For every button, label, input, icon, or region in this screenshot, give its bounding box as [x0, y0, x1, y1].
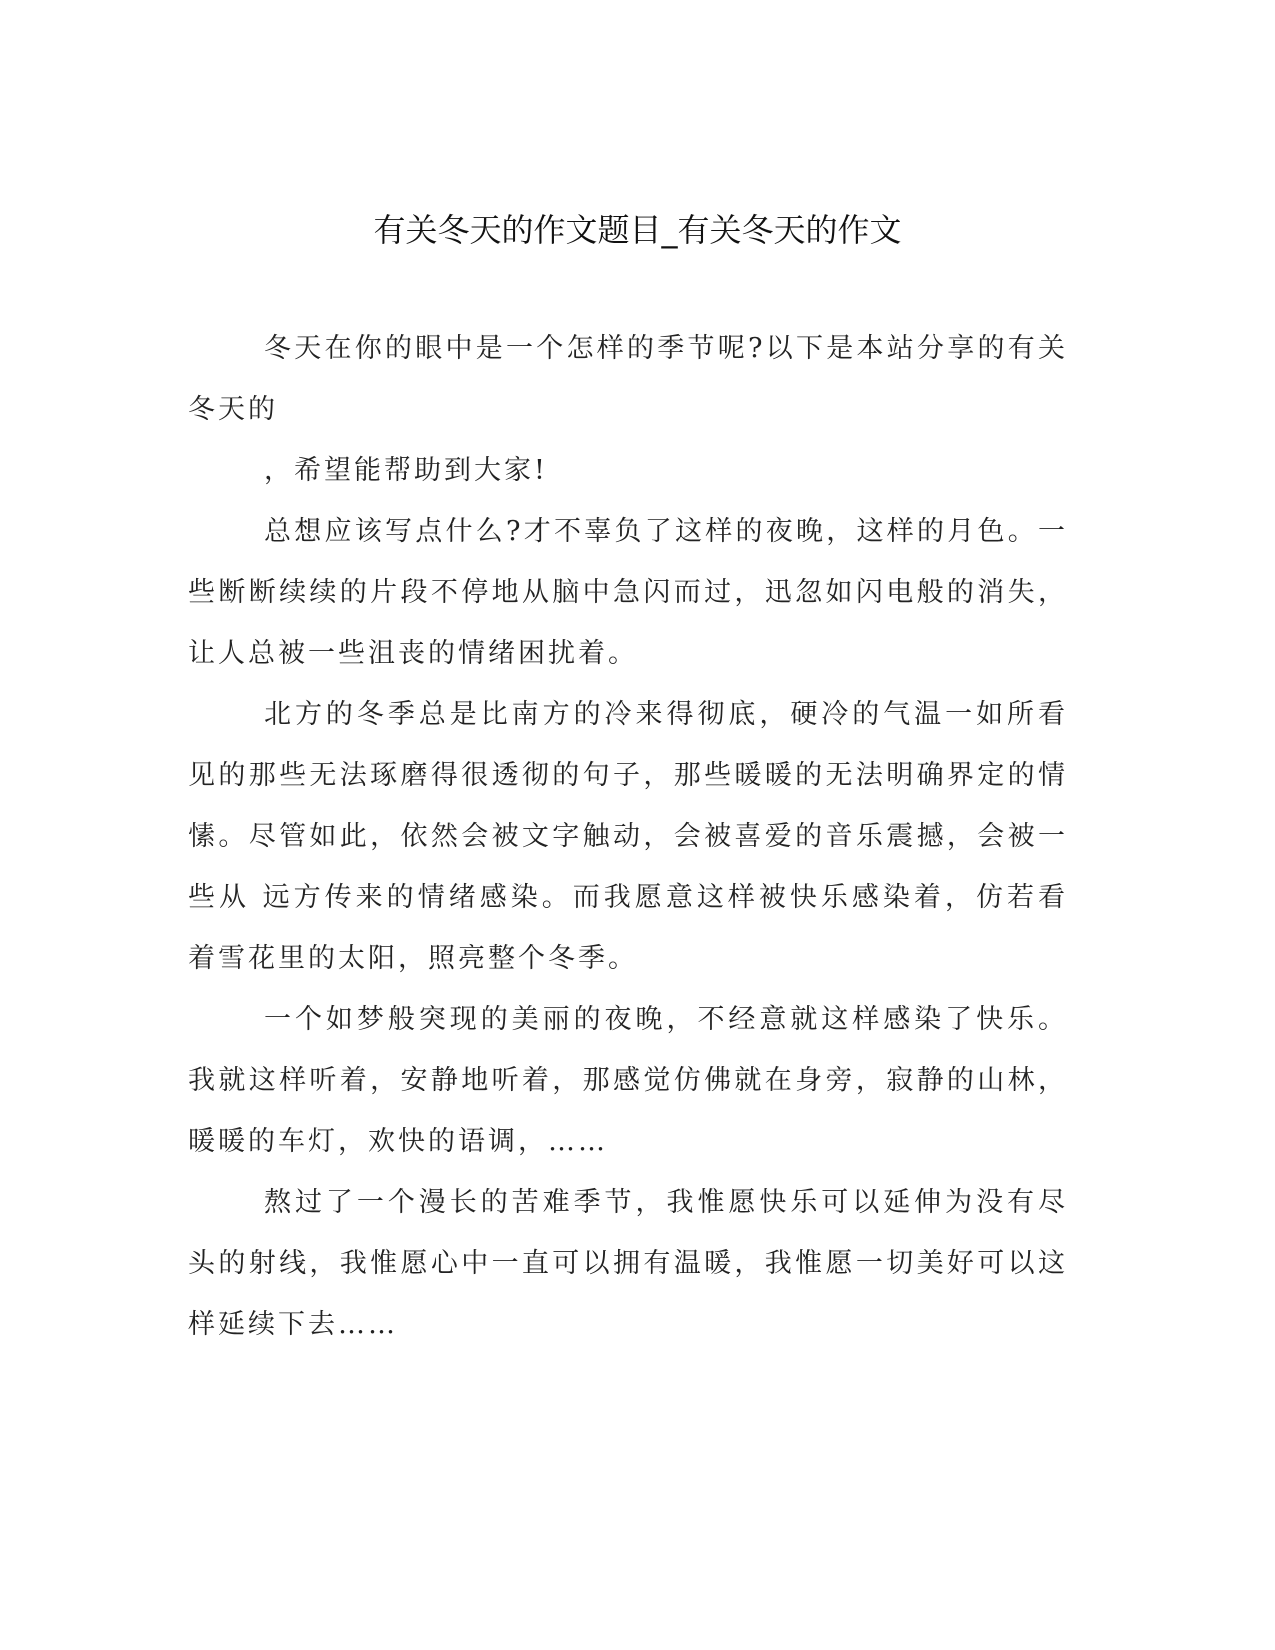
page-title: 有关冬天的作文题目_有关冬天的作文	[373, 211, 902, 249]
paragraph-endurance: 熬过了一个漫长的苦难季节，我惟愿快乐可以延伸为没有尽头的射线，我惟愿心中一直可以拥有温暖，我惟愿一切美好可以这样延续下去……	[188, 1187, 1068, 1340]
paragraph-wish: ，希望能帮助到大家!	[264, 455, 548, 486]
paragraph-night: 总想应该写点什么?才不辜负了这样的夜晚，这样的月色。一些断断续续的片段不停地从脑中急闪而过，迅忽如闪电般的消失，让人总被一些沮丧的情绪困扰着。	[188, 516, 1068, 669]
paragraph-dream-night: 一个如梦般突现的美丽的夜晚，不经意就这样感染了快乐。我就这样听着，安静地听着，那感觉仿佛就在身旁，寂静的山林，暖暖的车灯，欢快的语调，……	[188, 1004, 1068, 1157]
document-body	[188, 318, 1068, 1355]
paragraph-north-winter: 北方的冬季总是比南方的冷来得彻底，硬冷的气温一如所看见的那些无法琢磨得很透彻的句子，那些暖暖的无法明确界定的情愫。尽管如此，依然会被文字触动，会被喜爱的音乐震撼，会被一些从 远方传来的情绪感染。而我愿意这样被快乐感染着，仿若看着雪花里的太阳，照亮整个冬季。	[188, 699, 1068, 974]
paragraph-intro: 冬天在你的眼中是一个怎样的季节呢?以下是本站分享的有关冬天的	[188, 333, 1068, 425]
